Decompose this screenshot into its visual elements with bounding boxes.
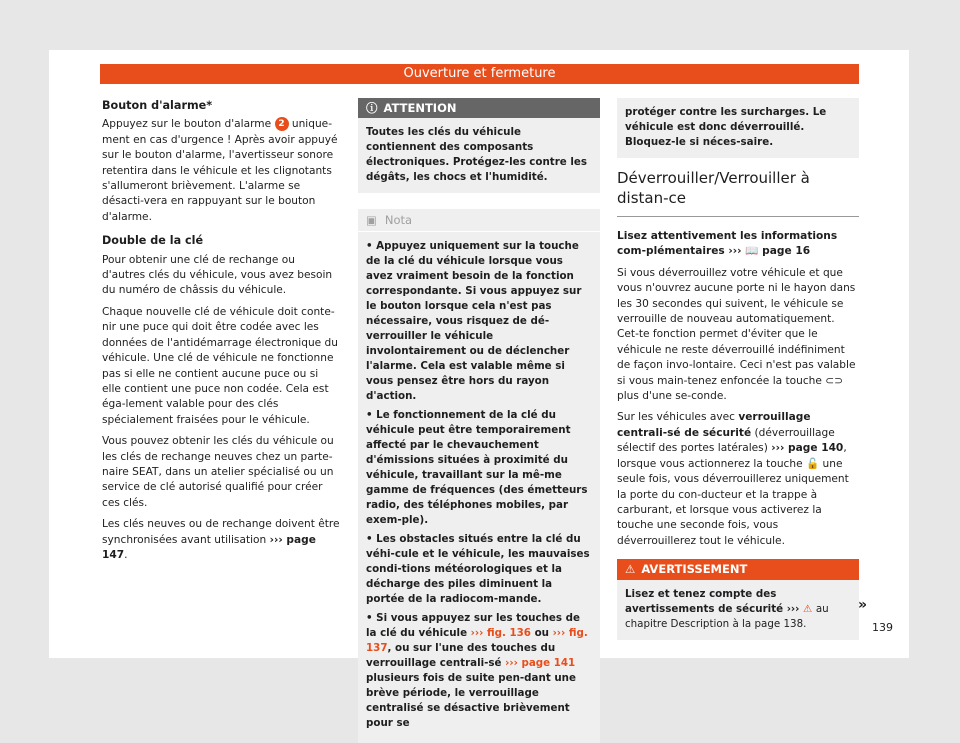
page-reference-link[interactable]: ››› page 140	[771, 442, 844, 455]
list-item: • Le fonctionnement de la clé du véhicule peut être temporairement affecté par le chevauchement d'émissions situées à proximité du véhicule, travaillant sur la mê-me gamme de fréquences (des émetteurs radio, des téléphones mobiles, par exem-ple).	[366, 409, 588, 526]
unlock-padlock-icon: 🔓	[805, 457, 820, 470]
heading-spare-key: Double de la clé	[102, 234, 204, 248]
paragraph: Chaque nouvelle clé de véhicule doit conte-nir une puce qui doit être codée avec les données de l'antidémarrage électronique du véhicule. Une clé de véhicule ne fonctionne pas si elle ne contient aucune puce ou si elle contient une puce non codée. Cela est éga-lement valable pour des clés spécialement fraisées pour le véhicule.	[102, 305, 338, 426]
attention-text: Toutes les clés du véhicule contiennent des composants électroniques. Protégez-les contre les dégâts, les chocs et l'humidité.	[366, 126, 588, 183]
list-item: • Appuyez uniquement sur la touche de la clé du véhicule lorsque vous avez vraiment besoin de la fonction correspondante. Si vous appuyez sur le bouton lorsque cela n'est pas nécessaire, vous risquez de dé-verrouiller le véhicule involontairement ou de déclencher l'alarme. Cela est valable même si vous pensez être hors du rayon d'action.	[366, 240, 582, 402]
warning-triangle-icon: ⚠	[625, 562, 636, 577]
note-header: ▣ Nota	[358, 209, 600, 232]
warning-text: Lisez et tenez compte des avertissements de sécurité ››› ⚠ au chapitre Description à la page 138.	[625, 588, 829, 631]
section-title: Déverrouiller/Verrouiller à distan-ce	[617, 168, 859, 217]
paragraph-alarm: Appuyez sur le bouton d'alarme 2 unique-ment en cas d'urgence ! Après avoir appuyé sur le bouton d'alarme, l'avertisseur sonore retentira dans le véhicule et les clignotants s'allumeront brièvement. L'alarme se désacti-vera en rappuyant sur le bouton d'alarme.	[102, 118, 338, 223]
page-reference-link[interactable]: page 16	[762, 245, 811, 258]
paragraph: Si vous déverrouillez votre véhicule et que vous n'ouvrez aucune porte ni le hayon dans les 30 secondes qui suivent, le véhicule se verrouille de nouveau automatiquement. Cet-te fonction permet d'éviter que le véhicule ne reste déverrouillé indéfiniment de façon invo-lontaire. Ceci n'est pas valable si vous main-tenez enfoncée la touche ⊂⊃ plus d'une se-conde.	[617, 266, 856, 403]
page-number: 139	[872, 621, 893, 634]
list-item: • Les obstacles situés entre la clé du véhi-cule et le véhicule, les mauvaises condi-tions météorologiques et la décharge des piles diminuent la portée de la radiocom-mande.	[366, 533, 590, 605]
heading-alarm-button: Bouton d'alarme*	[102, 99, 213, 112]
info-circle-icon: ⓘ	[366, 101, 378, 115]
list-item: • Si vous appuyez sur les touches de la clé du véhicule ››› fig. 136 ou ››› fig. 137, ou sur l'une des touches du verrouillage centrali-sé ››› page 141 plusieurs fois de suite pen-dant une brève période, le verrouillage centralisé se désactive brièvement pour se	[366, 612, 588, 729]
figure-reference-link[interactable]: ››› fig. 136	[470, 627, 531, 639]
note-icon: ▣	[366, 213, 377, 227]
lead-paragraph: Lisez attentivement les informations com-plémentaires ››› 📖 page 16	[617, 230, 838, 258]
callout-number: 2	[275, 117, 289, 131]
warning-box	[617, 559, 859, 640]
note-continuation-box: protéger contre les surcharges. Le véhicule est donc déverrouillé. Bloquez-le si néces-saire.	[617, 98, 859, 158]
warning-triangle-icon: ⚠	[803, 603, 813, 616]
attention-header: ⓘ ATTENTION	[358, 98, 600, 118]
chapter-header: Ouverture et fermeture	[100, 64, 859, 84]
paragraph: Les clés neuves ou de rechange doivent être synchronisées avant utilisation ››› page 147.	[102, 518, 340, 561]
column-middle	[358, 98, 600, 743]
key-unlock-icon: ⊂⊃	[825, 374, 844, 387]
warning-header: ⚠ AVERTISSEMENT	[617, 559, 859, 580]
note-box	[358, 209, 600, 743]
page-reference-link[interactable]: ››› page 147	[102, 533, 316, 561]
paragraph: Pour obtenir une clé de rechange ou d'autres clés du véhicule, vous avez besoin du numéro de châssis du véhicule.	[102, 253, 333, 297]
book-icon: 📖	[745, 245, 759, 258]
paragraph: Vous pouvez obtenir les clés du véhicule ou les clés de rechange neuves chez un parte-naire SEAT, dans un atelier spécialisé ou un service de clé autorisé qualifié pour créer ces clés.	[102, 435, 334, 509]
note-bullets	[358, 232, 600, 743]
column-left	[102, 98, 340, 569]
continued-arrow: »	[858, 597, 868, 613]
figure-reference-link[interactable]: ››› fig. 137	[366, 627, 588, 654]
attention-box	[358, 98, 600, 193]
paragraph: Sur les véhicules avec verrouillage centrali-sé de sécurité (déverrouillage sélectif des portes latérales) ››› page 140, lorsque vous actionnerez la touche 🔓 une seule fois, vous déverrouillerez uniquement la porte du con-ducteur et la trappe à carburant, et lorsque vous activerez la touche une seconde fois, vous déverrouillerez tout le véhicule.	[617, 411, 849, 547]
page-reference-link[interactable]: ››› page 141	[505, 657, 576, 669]
column-right	[617, 98, 859, 640]
